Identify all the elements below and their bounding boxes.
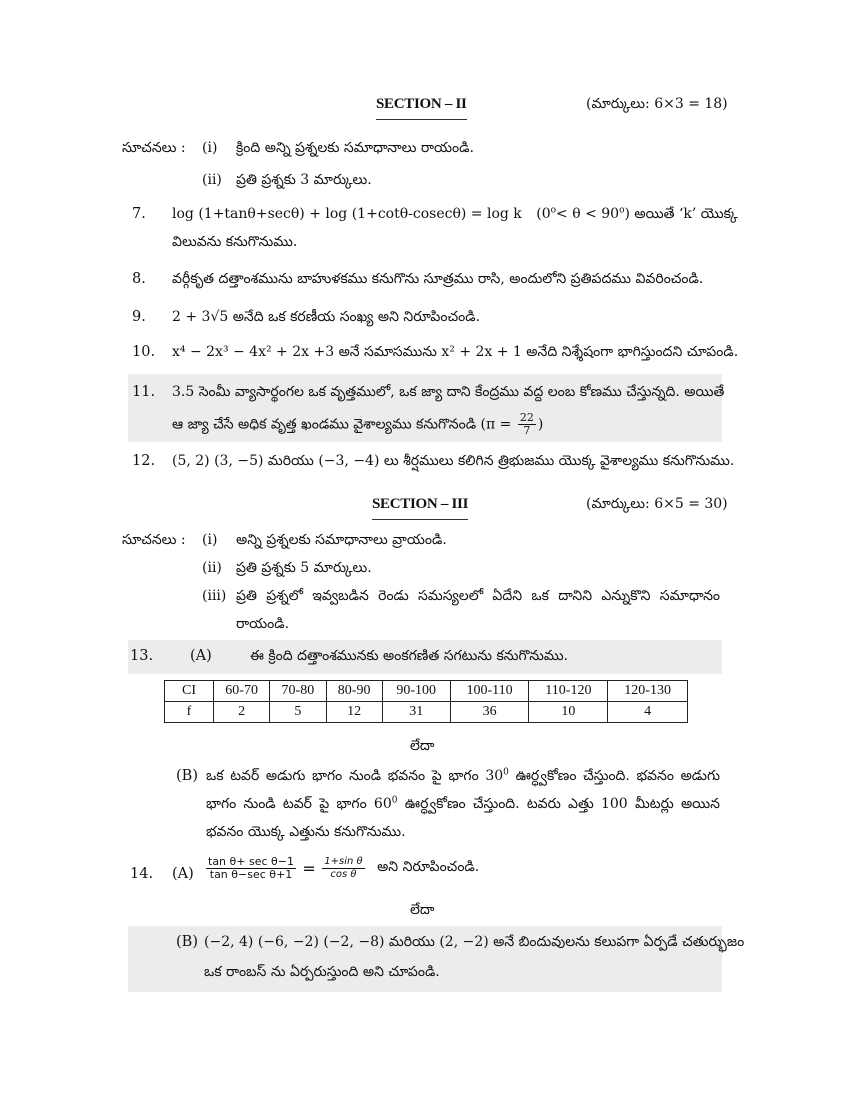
question-number: 11. (132, 384, 156, 400)
question-13b-line1-end: ఊర్ధ్వకోణం చేస్తుంది. భవనం అడుగు (515, 768, 720, 784)
table-cell: 90-100 (382, 681, 450, 702)
question-7-equation: log (1+tanθ+secθ) + log (1+cotθ-cosecθ) = log k (172, 206, 522, 222)
question-7-line1 (172, 206, 738, 225)
section-3-instruction-num: (i) (202, 532, 218, 548)
question-12-text: (5, 2) (3, −5) మరియు (−3, −4) లు శీర్షములు కలిగిన త్రిభుజము యొక్క వైశాల్యము కనుగొనుము. (172, 453, 735, 469)
table-cell: 100-110 (450, 681, 529, 702)
section-2-instruction-num: (ii) (202, 172, 222, 188)
table-cell: 70-80 (270, 681, 326, 702)
table-row (165, 702, 688, 723)
lhs-fraction (206, 856, 296, 881)
question-13b-line3: భవనం యొక్క ఎత్తును కనుగొనుము. (206, 824, 406, 840)
section-3-instruction-num: (ii) (202, 560, 222, 576)
question-13b-line1 (206, 768, 720, 787)
section-2-title: SECTION – II (376, 96, 467, 120)
option-label: (B) (176, 768, 198, 784)
section-3-instructions-label: సూచనలు : (122, 532, 186, 548)
question-11-line2 (172, 412, 543, 437)
table-cell: 36 (450, 702, 529, 723)
question-14a-text: అని నిరూపించండి. (377, 859, 480, 875)
table-cell: f (165, 702, 214, 723)
question-11-line1: 3.5 సెంమీ వ్యాసార్థంగల ఒక వృత్తములో, ఒక జ్యా దాని కేంద్రము వద్ద లంబ కోణము చేస్తున్నది. అయితే (172, 384, 725, 400)
question-number: 9. (132, 309, 146, 325)
pi-fraction (518, 412, 536, 437)
table-cell: 60-70 (214, 681, 270, 702)
section-2-instruction-text: క్రింది అన్ని ప్రశ్నలకు సమాధానాలు రాయండి. (236, 140, 474, 156)
table-cell: CI (165, 681, 214, 702)
question-7-cond-mid: < θ < 90 (556, 206, 620, 222)
question-13b-line2-text: భాగం నుండి టవర్ పై భాగం 60 (206, 796, 392, 812)
degree-sup: 0 (391, 795, 398, 806)
frequency-table (164, 680, 688, 723)
fraction-numerator: tan θ+ sec θ−1 (208, 855, 294, 868)
fraction-denominator: tan θ−sec θ+1 (209, 868, 293, 881)
degree-sup: o (619, 205, 625, 216)
section-3-instruction-text-cont: రాయండి. (236, 616, 290, 632)
section-3-instruction-text: ప్రతి ప్రశ్నలో ఇవ్వబడిన రెండు సమస్యలలో ఏదేని ఒక దానిని ఎన్నుకొని సమాధానం (236, 588, 720, 604)
rhs-fraction (322, 856, 364, 881)
table-cell: 10 (529, 702, 608, 723)
option-label: (A) (190, 648, 212, 664)
section-2-instruction-text: ప్రతి ప్రశ్నకు 3 మార్కులు. (236, 172, 372, 188)
question-7-cond-end: ) అయితే ‘k’ యొక్క (624, 206, 738, 222)
table-cell: 12 (326, 702, 382, 723)
or-separator: లేదా (410, 902, 435, 918)
question-number: 14. (130, 866, 154, 882)
table-cell: 110-120 (529, 681, 608, 702)
section-3-instruction-text: అన్ని ప్రశ్నలకు సమాధానాలు వ్రాయండి. (236, 532, 447, 548)
question-number: 13. (130, 648, 154, 664)
option-label: (B) (176, 934, 198, 950)
table-cell: 4 (608, 702, 688, 723)
question-number: 7. (132, 206, 146, 222)
degree-sup: o (550, 205, 557, 216)
fraction-denominator: cos θ (330, 869, 357, 880)
table-cell: 80-90 (326, 681, 382, 702)
section-3-instruction-num: (iii) (202, 588, 227, 604)
question-13a-text: ఈ క్రింది దత్తాంశమునకు అంకగణిత సగటును కనుగొనుము. (250, 648, 569, 664)
question-8-text: వర్గీకృత దత్తాంశమును బాహుళకము కనుగొను సూత్రము రాసి, అందులోని ప్రతిపదము వివరించండి. (172, 271, 704, 287)
question-13b-line1-text: ఒక టవర్ అడుగు భాగం నుండి భవనం పై భాగం 30 (206, 768, 504, 784)
question-13b-line2 (206, 796, 720, 815)
table-row (165, 681, 688, 702)
question-number: 12. (132, 453, 156, 469)
section-3-title: SECTION – III (372, 496, 468, 520)
question-7-cond: (0 (536, 206, 551, 222)
question-9-text: 2 + 3√5 అనేది ఒక కరణీయ సంఖ్య అని నిరూపించండి. (172, 309, 481, 325)
section-2-marks: (మార్కులు: 6×3 = 18) (586, 96, 728, 112)
question-14b-line2: ఒక రాంబస్ ను ఏర్పరుస్తుంది అని చూపండి. (204, 964, 440, 980)
or-separator: లేదా (410, 738, 435, 754)
section-3-instruction-text: ప్రతి ప్రశ్నకు 5 మార్కులు. (236, 560, 372, 576)
degree-sup: 0 (503, 767, 509, 778)
question-11-line2-text: ఆ జ్యా చేసే అధిక వృత్త ఖండము వైశాల్యము కనుగొనండి (π = (172, 416, 512, 433)
section-3-marks: (మార్కులు: 6×5 = 30) (586, 496, 728, 512)
option-label: (A) (172, 866, 194, 882)
table-cell: 31 (382, 702, 450, 723)
fraction-numerator: 1+sin θ (324, 856, 363, 867)
table-cell: 2 (214, 702, 270, 723)
question-14a-expression (204, 856, 479, 881)
section-2-instruction-num: (i) (202, 140, 218, 156)
question-11-line2-end: ) (537, 416, 544, 433)
table-cell: 5 (270, 702, 326, 723)
question-10-text: x⁴ − 2x³ − 4x² + 2x +3 అనే సమాసమును x² + 2x + 1 అనేది నిశ్శేషంగా భాగిస్తుందని చూపండి. (172, 344, 739, 360)
question-13b-line2-end: ఊర్ధ్వకోణం చేస్తుంది. టవరు ఎత్తు 100 మీటర్లు అయిన (404, 796, 720, 812)
equals-sign: = (302, 859, 316, 878)
question-7-line2: విలువను కనుగొనుము. (172, 234, 298, 250)
fraction-numerator: 22 (519, 411, 534, 424)
question-14b-line1: (−2, 4) (−6, −2) (−2, −8) మరియు (2, −2) అనే బిందువులను కలుపగా ఏర్పడే చతుర్భుజం (204, 934, 745, 950)
table-cell: 120-130 (608, 681, 688, 702)
question-number: 10. (132, 344, 156, 360)
question-number: 8. (132, 271, 146, 287)
fraction-denominator: 7 (523, 424, 531, 437)
section-2-instructions-label: సూచనలు : (122, 140, 186, 156)
